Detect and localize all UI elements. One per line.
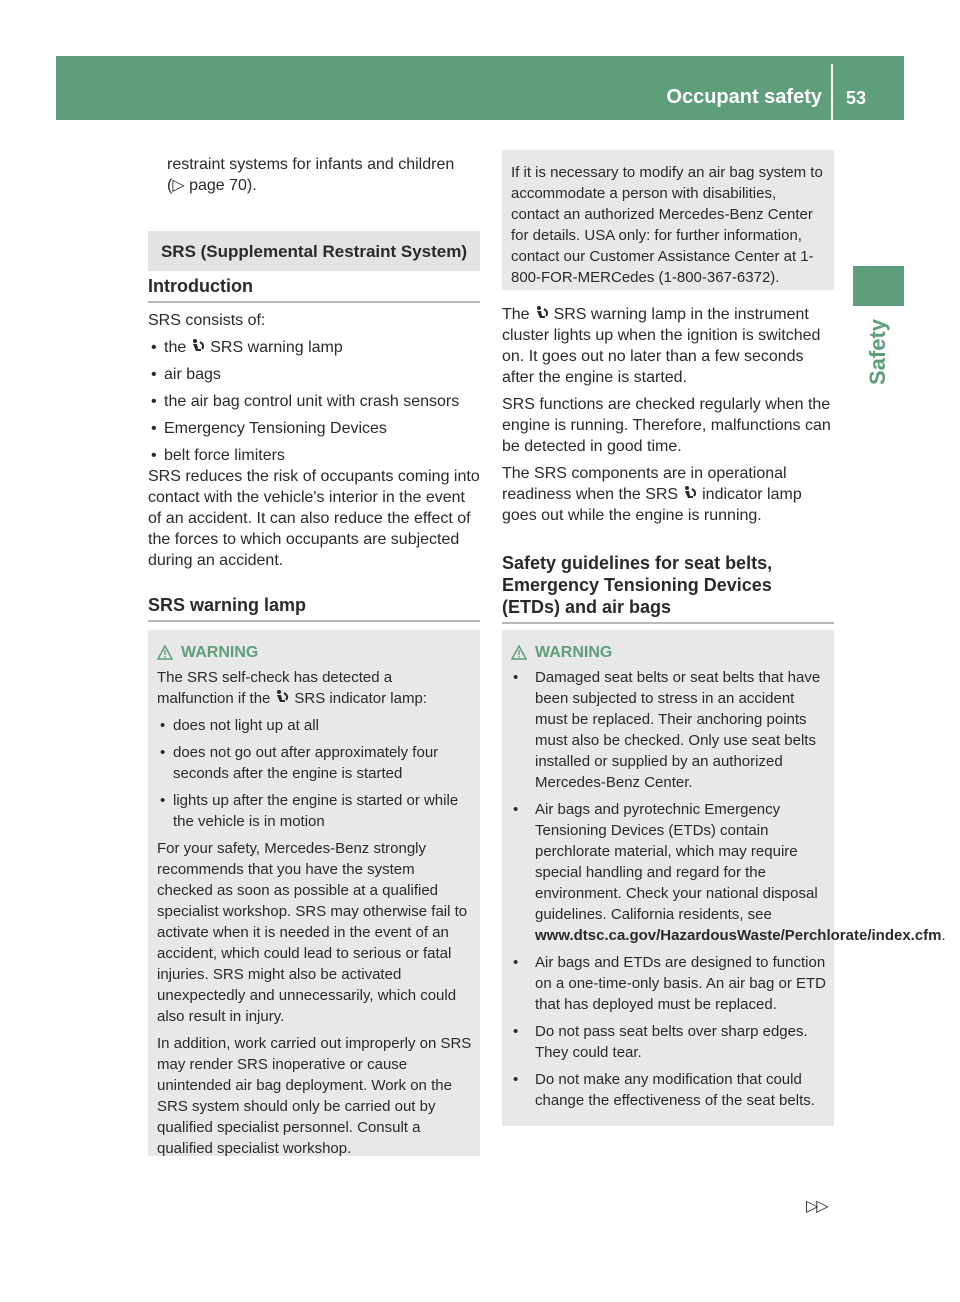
disposal-guidelines-link[interactable]: www.dtsc.ca.gov/HazardousWaste/Perchlorate/index.cfm [535,927,942,944]
warning-paragraph: In addition, work carried out improperly on SRS may render SRS inoperative or cause unintended air bag deployment. Work on the SRS system should only be carried out by qualified specialist personnel. Consult a qualified specialist workshop. [157,1035,472,1157]
srs-airbag-icon [534,305,550,321]
srs-airbag-icon [274,689,290,705]
introduction-heading: Introduction [148,275,480,303]
warning-box [148,630,480,1156]
warning-label: WARNING [157,642,472,663]
list-item: • Air bags and ETDs are designed to function on a one-time-only basis. An air bag or ETD that has deployed must be replaced. [511,952,826,1015]
continue-marker: ▷▷ [806,1198,827,1215]
list-item: • does not light up at all [157,715,472,736]
warning-intro: The SRS self-check has detected a malfunction if the SRS indicator lamp: [157,669,427,707]
list-item: • Emergency Tensioning Devices [148,418,480,439]
list-item: • air bags [148,364,480,385]
list-item: • Do not make any modification that could change the effectiveness of the seat belts. [511,1069,826,1111]
list-item: • lights up after the engine is started or while the vehicle is in motion [157,790,472,832]
warning-label: WARNING [511,642,826,663]
warning-lamp-heading: SRS warning lamp [148,594,480,622]
list-item: • Damaged seat belts or seat belts that have been subjected to stress in an accident must be replaced. Their anchoring points must also be checked. Only use seat belts installed or supplied by an authorized Mercedes-Benz Center. [511,667,826,793]
warning-paragraph: For your safety, Mercedes-Benz strongly recommends that you have the system checked as soon as possible at a qualified specialist workshop. SRS may otherwise fail to activate when it is needed in the event of an accident, which could lead to serious or fatal injuries. SRS might also be activated unexpectedly and unnecessarily, which could also result in injury. [157,840,468,1025]
list-item: • Do not pass seat belts over sharp edges. They could tear. [511,1021,826,1063]
srs-lamp-description: The SRS warning lamp in the instrument cluster lights up when the ignition is switched on. It goes out no later than a few seconds after the engine is started. SRS functions are checked regularly when the engine is running. Therefore, malfunctions can be detected in good time. The SRS components are in operational readiness when the SRS indicator lamp goes out while the engine is running. [502,306,831,524]
header-divider [831,64,833,120]
note-text: If it is necessary to modify an air bag system to accommodate a person with disabilities, contact an authorized Mercedes-Benz Center for details. USA only: for further information, contact our Customer Assistance Center at 1-800-FOR-MERCedes (1-800-367-6372). [511,164,823,286]
list-item: • belt force limiters [148,445,480,466]
side-tab-label: Safety [865,318,891,386]
srs-description: SRS reduces the risk of occupants coming into contact with the vehicle's interior in the event of an accident. It can also reduce the effect of the forces to which occupants are subjected during an accident. [148,468,480,569]
list-item: • the SRS warning lamp [148,337,480,358]
side-tab-marker [853,266,904,306]
page-number: 53 [846,88,867,108]
list-item: • Air bags and pyrotechnic Emergency Tensioning Devices (ETDs) contain perchlorate material, which may require special handling and regard for the environment. Check your national disposal guidelines. California residents, see www.dtsc.ca.gov/HazardousWaste/Perchlorate/index.cfm. [511,799,826,946]
srs-airbag-icon [682,485,698,501]
section-heading: SRS (Supplemental Restraint System) [148,231,480,271]
note-box [502,150,834,290]
intro-continuation: restraint systems for infants and children (▷ page 70). [148,154,480,196]
warning-triangle-icon [157,645,173,660]
safety-guidelines-heading: Safety guidelines for seat belts, Emergency Tensioning Devices (ETDs) and air bags [502,552,834,624]
page-reference-link[interactable]: (▷ page 70). [167,177,257,194]
warning-triangle-icon [511,645,527,660]
list-item: • the air bag control unit with crash sensors [148,391,480,412]
list-item: • does not go out after approximately four seconds after the engine is started [157,742,472,784]
warning-box [502,630,946,1126]
introduction-body: SRS consists of: • the SRS warning lamp • air bags • the air bag control unit with crash sensors • Emergency Tensioning Devices • belt force limiters SRS reduces the risk of occupants coming into contact with the vehicle's interior in the event of an accident. It can also reduce the effect of the forces to which occupants are subjected during an accident. [148,310,480,571]
srs-airbag-icon [190,338,206,354]
chapter-title: Occupant safety [666,86,822,108]
